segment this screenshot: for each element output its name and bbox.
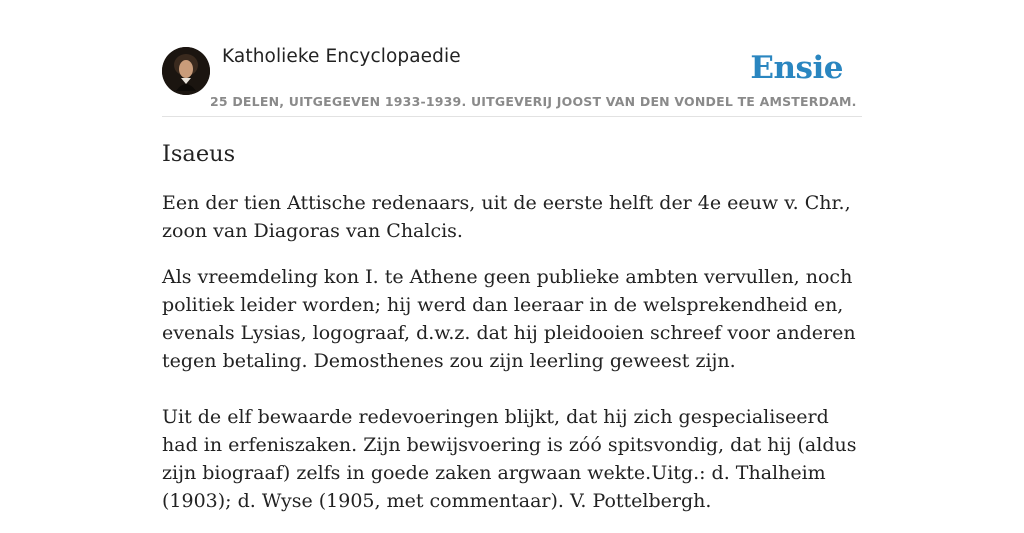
article-paragraph: Als vreemdeling kon I. te Athene geen publieke ambten vervullen, noch politiek leider worden; hij werd dan leeraar in de welsprekendheid en, evenals Lysias, logograaf, d.w.z. dat hij pleidooien schreef voor anderen tegen betaling. Demosthenes zou zijn leerling geweest zijn. — [162, 266, 856, 372]
article-paragraph-group — [162, 263, 864, 515]
publication-subtitle: 25 DELEN, UITGEGEVEN 1933-1939. UITGEVERIJ JOOST VAN DEN VONDEL TE AMSTERDAM. — [210, 94, 857, 109]
portrait-icon — [162, 47, 210, 95]
article-title: Isaeus — [162, 141, 236, 167]
publication-header — [162, 44, 862, 117]
article — [162, 138, 864, 533]
publication-avatar[interactable] — [162, 47, 210, 95]
publication-title[interactable]: Katholieke Encyclopaedie — [222, 46, 461, 67]
article-paragraph: Een der tien Attische redenaars, uit de eerste helft der 4e eeuw v. Chr., zoon van Diagoras van Chalcis. — [162, 192, 851, 242]
ensie-logo-link[interactable]: Ensie — [750, 50, 843, 86]
paragraph-spacer — [162, 375, 864, 403]
article-paragraph: Uit de elf bewaarde redevoeringen blijkt, dat hij zich gespecialiseerd had in erfeniszaken. Zijn bewijsvoering is zóó spitsvondig, dat hij (aldus zijn biograaf) zelfs in goede zaken argwaan wekte.Uitg.: d. Thalheim (1903); d. Wyse (1905, met commentaar). V. Pottelbergh. — [162, 406, 857, 512]
